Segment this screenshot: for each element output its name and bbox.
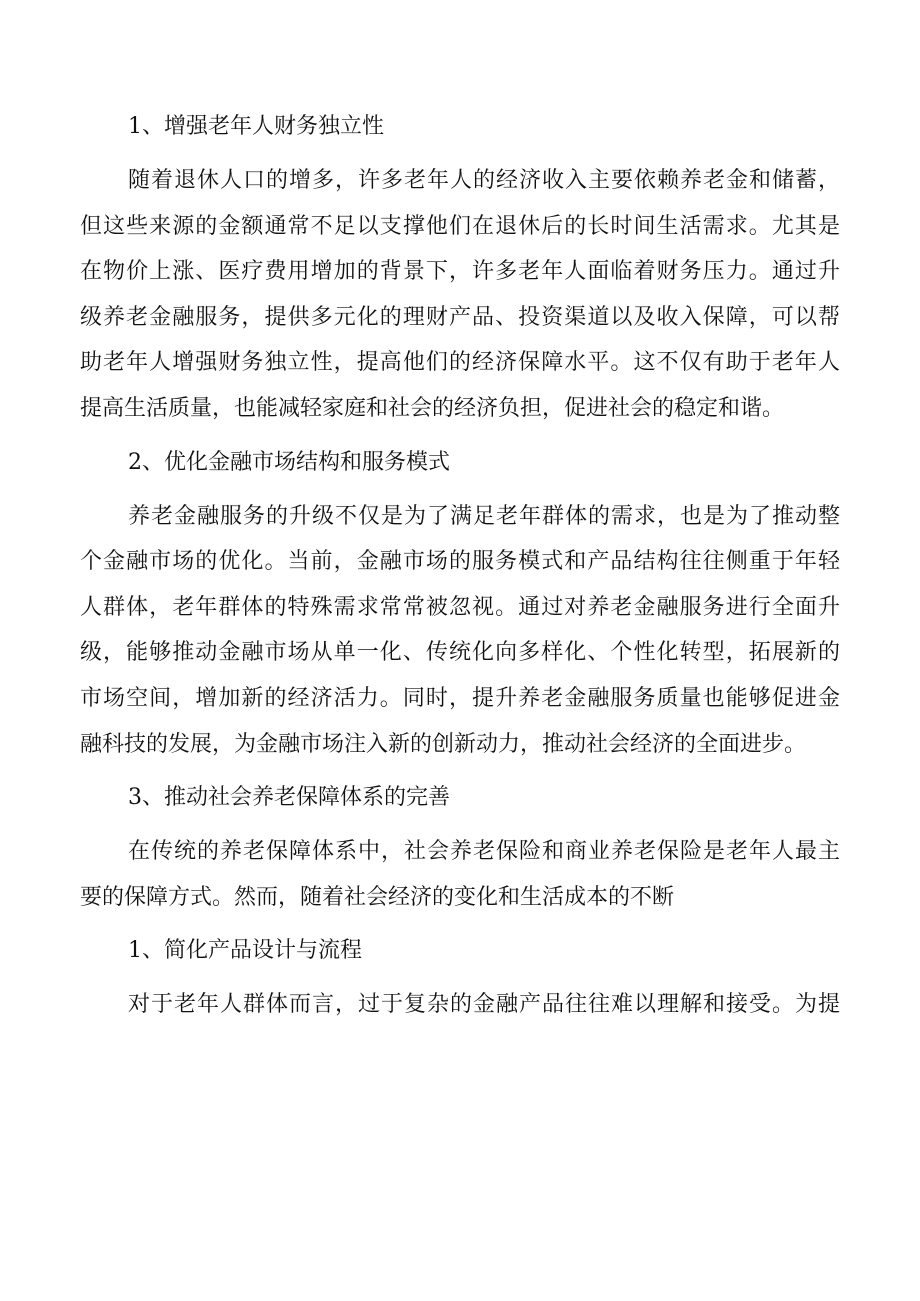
section-heading: 3、推动社会养老保障体系的完善 xyxy=(128,785,450,811)
paragraph-line: 对于老年人群体而言，过于复杂的金融产品往往难以理解和接受。为提 xyxy=(128,992,840,1018)
paragraph-line: 随着退休人口的增多，许多老年人的经济收入主要依赖养老金和储蓄， xyxy=(128,168,840,193)
paragraph xyxy=(80,158,840,432)
paragraph-line: 在传统的养老保障体系中，社会养老保险和商业养老保险是老年人最主 xyxy=(128,839,840,865)
paragraph-line: 提高生活质量，也能减轻家庭和社会的经济负担，促进社会的稳定和谐。 xyxy=(80,395,785,421)
document-page xyxy=(80,108,840,1040)
section-3 xyxy=(80,779,840,920)
paragraph-line: 个金融市场的优化。当前，金融市场的服务模式和产品结构往往侧重于年轻 xyxy=(80,549,840,575)
paragraph-line: 在物价上涨、医疗费用增加的背景下，许多老年人面临着财务压力。通过升 xyxy=(80,259,840,285)
paragraph-line: 人群体，老年群体的特殊需求常常被忽视。通过对养老金融服务进行全面升 xyxy=(80,594,840,620)
section-heading: 1、增强老年人财务独立性 xyxy=(128,114,384,139)
section-heading: 1、简化产品设计与流程 xyxy=(128,938,362,964)
paragraph-line: 级养老金融服务，提供多元化的理财产品、投资渠道以及收入保障，可以帮 xyxy=(80,304,840,330)
section-1 xyxy=(80,108,840,432)
paragraph xyxy=(80,494,840,768)
paragraph-line: 市场空间，增加新的经济活力。同时，提升养老金融服务质量也能够促进金 xyxy=(80,685,840,711)
paragraph-line: 要的保障方式。然而，随着社会经济的变化和生活成本的不断 xyxy=(80,884,675,910)
section-2 xyxy=(80,444,840,768)
section-4 xyxy=(80,932,840,1028)
paragraph-line: 融科技的发展，为金融市场注入新的创新动力，推动社会经济的全面进步。 xyxy=(80,731,807,757)
paragraph xyxy=(80,982,840,1028)
section-heading: 2、优化金融市场结构和服务模式 xyxy=(128,449,450,475)
paragraph-line: 级，能够推动金融市场从单一化、传统化向多样化、个性化转型，拓展新的 xyxy=(80,640,840,666)
paragraph-line: 助老年人增强财务独立性，提高他们的经济保障水平。这不仅有助于老年人 xyxy=(80,350,840,376)
paragraph xyxy=(80,829,840,920)
paragraph-line: 但这些来源的金额通常不足以支撑他们在退休后的长时间生活需求。尤其是 xyxy=(80,213,840,239)
paragraph-line: 养老金融服务的升级不仅是为了满足老年群体的需求，也是为了推动整 xyxy=(128,503,840,529)
